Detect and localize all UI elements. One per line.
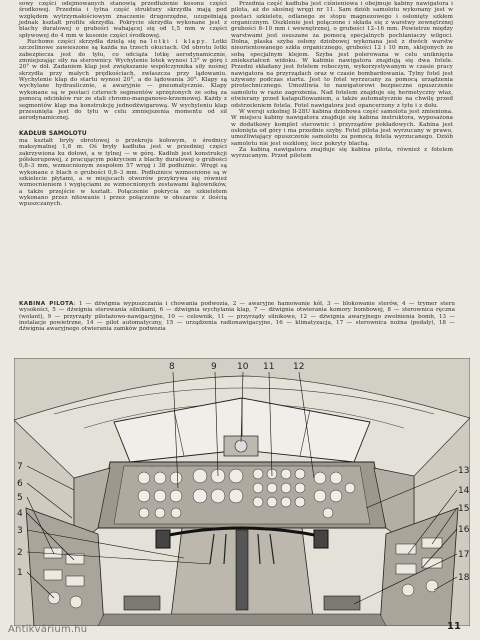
label-17: 17 xyxy=(458,550,470,560)
label-8: 8 xyxy=(169,362,175,372)
cockpit-drawing xyxy=(14,358,470,626)
yoke-right-grip xyxy=(314,530,328,548)
page-number: 11 xyxy=(447,621,461,632)
paragraph: KADŁUB SAMOLOTU ma kształt bryły obrotowej o przekroju kołowym, o średnicy maksymalnej 1,8 m. Oś bryły kadłuba jest w przedniej części zakrzywiona ku dołowi, a w tylnej — w górę. Kadłub jest konstrukcji półskorupowej, z pracującym pokryciem z blachy duralowej o grubości 0,8–3 mm, wzmocnionym zespołem 57 wręg i 38 podłużnic. Wręgi są wykonane z blach o grubości 0,8–3 mm. Podłużnice wzmocnione są w szkielecie płytami, a w miejscach otworów przykrywa się również wzmocnieniem i wygięciami ze wzmocnionych zestawami kątowników, a także przejście w kształt. Połączenie pokrycia ze szkieletem wykonano przez nitowanie i przez połączenie w obszarze z ilością wpuszczanych. xyxy=(19,130,227,208)
caption-text: : 1 — dźwignia wypuszczania i chowania podwozia, 2 — awaryjne hamowanie kół, 3 — blokowanie sterów, 4 — trymer steru wysokości, 5 — dźwignia sterowania silnikami, 6 — dźwignia wychylania klap, 7 — dźwignia otwierania komory bombowej, 8 — sterownica ręczna (wolant), 9 — przyrządy pilotażowo-nawigacyjne, 10 — celownik, 11 — przyrządy silnikowe, 12 — dźwignia awaryjnego zwolnienia bomb, 13 — instalacje powietrzne, 14 — pilot automatyczny, 15 — urządzenia radionawigacyjne, 16 — klimatyzacja, 17 — sterownica nożna (pedały), 18 — dźwignia awaryjnego otwierania zamków podwozia xyxy=(19,301,456,333)
left-text-column xyxy=(19,1,227,208)
paragraph: sowy części odejmowanych stanowią przedłużenie kesonu części środkowej. Przednia i tylna część struktury skrzydła mają pod względem wytrzymałościowym znaczenie drugorzędne, uzupełniają jednak kształt profilu skrzydła. Pokrycie skrzydła wykonane jest z blachy duralowej o grubości wahającej się od 1,5 mm w części spływowej do 4 mm w kesonie części środkowej. xyxy=(19,1,227,39)
control-column xyxy=(236,530,248,610)
label-16: 16 xyxy=(458,525,470,535)
cockpit-floor xyxy=(98,614,386,626)
caption-title: KABINA PILOTA xyxy=(19,301,74,307)
right-pedal xyxy=(324,596,360,610)
label-15: 15 xyxy=(458,504,470,514)
label-10: 10 xyxy=(237,362,249,372)
section-heading: KADŁUB SAMOLOTU xyxy=(19,130,87,137)
label-2: 2 xyxy=(17,548,23,558)
label-12: 12 xyxy=(293,362,305,372)
paragraph: W wersji szkolnej Ił-28U kabina dziobowa część samolotu jest zmieniona. W miejscu kabiny nawigatora znajduje się kabina instruktora, wyposażona w dodatkowy komplet sterownic i przyrządów pokładowych. Kabina jest osłonięta od góry i ma przednie szyby. Fotel pilota jest wyrzucany w prawo, umożliwiający opuszczenie samolotu za pomocą fotela wyrzucanego. Dziób samolotu nie jest oszklony, lecz pokryty blachą. xyxy=(231,108,453,147)
label-3: 3 xyxy=(17,526,23,536)
label-18: 18 xyxy=(458,573,470,583)
cockpit-illustration xyxy=(14,358,470,626)
paragraph: Za kabiną nawigatora znajduje się kabina pilota, również z fotelem wyrzucanym. Przed pilotem xyxy=(231,146,453,160)
left-pedal xyxy=(124,596,160,610)
label-1: 1 xyxy=(17,568,23,578)
figure-caption xyxy=(19,301,455,333)
label-7: 7 xyxy=(17,462,23,472)
paragraph: Ruchome części skrzydła dzielą się na lotki i klapy. Lotki szczelinowe zawieszone są każda na trzech okuciach. Od obrotu lotki zabezpiecza jest do tyłu, co odciąża lotkę aerodynamicznie, zmniejszając siły na sterownicy. Wychylenie lotek wynosi 13° w górę i 20° w dół. Zadaniem klap jest zwiększanie współczynnika siły nośnej skrzydła przy małych prędkościach, zwłaszcza przy lądowaniu. Wychylenie klap do startu wynosi 20°, a do lądowania 30°. Klapy są wychylane hydraulicznie, a awaryjnie — pneumatycznie. Klapy wykonane są w postaci czterech segmentów sprzężonych ze sobą za pomocą odcinków rur ze stali chromo-manganowo-krzemowej. Każdy z segmentów klap ma konstrukcję jednodźwigarową. W wychyleniu klap przesunięta jest do tyłu w celu zmniejszenia momentu od sił aerodynamicznej. xyxy=(19,39,227,122)
label-13: 13 xyxy=(458,466,470,476)
yoke-left-grip xyxy=(156,530,170,548)
right-text-column xyxy=(231,1,453,160)
label-5: 5 xyxy=(17,493,23,503)
watermark-text: Antikvárium.hu xyxy=(8,624,88,635)
label-9: 9 xyxy=(211,362,217,372)
spaced-term: lotki i klapy. xyxy=(150,39,209,46)
label-14: 14 xyxy=(458,486,470,496)
label-6: 6 xyxy=(17,479,23,489)
paragraph: Przednia część kadłuba jest ciśnieniowa i obejmuje kabiny nawigatora i pilota, aż do skośnej wręgi nr 11. Sam dziób samolotu wykonany jest w postaci szkieletu, odlanego ze stopu magnezowego i osłonięty szkłem organicznym. Oszklenie jest połączone i składa się z warstwy zewnętrznej grubości 8–10 mm i wewnętrznej, o grubości 12–16 mm. Powietrze między warstwami jest osuszane za pomocą specjalnych pochłaniaczy wilgoci. Dolna, płaska szyba osłony dziobowej wykonana jest z dwóch warstw nieorientowanego szkła organicznego, grubości 12 i 10 mm, sklejonych ze sobą specjalnym klejem. Szyba jest polerowana w celu uniknięcia zniekształceń widoku. W kabinie nawigatora znajdują się dwa fotele. Przedni składany jest fotelem roboczym, wykorzystywanym w czasie pracy nawigatora na przyrządach oraz w czasie bombardowania. Tylny fotel jest używany podczas startu. Jest to fotel wyrzucany za pomocą urządzenia pirotechnicznego. Umożliwia to nawigatorowi bezpieczne opuszczenie samolotu w razie zagrożenia. Nad fotelem znajduje się hermetyczny właz, otwierany przed katapultowaniem, a także automatycznie na chwilę przed odstrzeleniem fotela. Fotel nawigatora jest opancerzony z tyłu i z dołu. xyxy=(231,1,453,109)
label-11: 11 xyxy=(263,362,275,372)
label-4: 4 xyxy=(17,509,23,519)
